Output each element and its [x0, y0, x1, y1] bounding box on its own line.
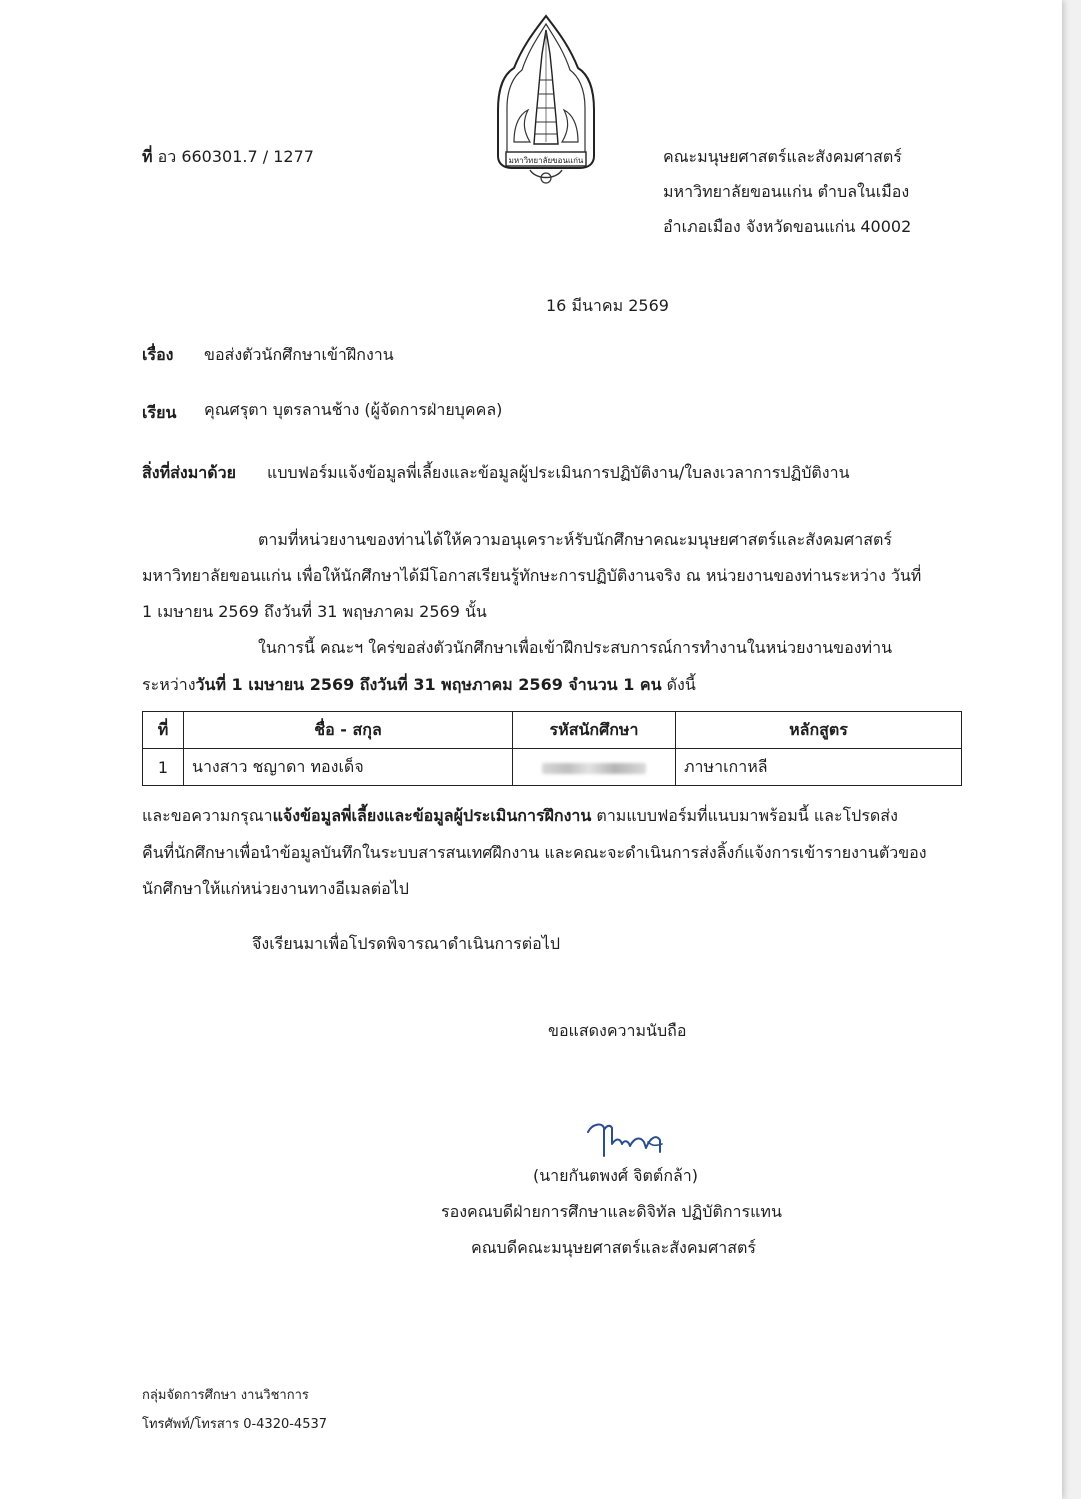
body-p2-line-1: ในการนี้ คณะฯ ใคร่ขอส่งตัวนักศึกษาเพื่อเข้าฝึกประสบการณ์การทำงานในหน่วยงานของท่าน	[258, 638, 892, 657]
redacted-id-blur	[542, 763, 646, 774]
col-header-student-id: รหัสนักศึกษา	[513, 712, 676, 749]
address-line-3: อำเภอเมือง จังหวัดขอนแก่น 40002	[663, 217, 912, 236]
cell-name: นางสาว ชญาดา ทองเด็จ	[184, 749, 513, 786]
body-p3-line-1: และขอความกรุณาแจ้งข้อมูลพี่เลี้ยงและข้อมูลผู้ประเมินการฝึกงาน ตามแบบฟอร์มที่แนบมาพร้อมนี้ และโปรดส่ง	[142, 806, 898, 825]
subject-label: เรื่อง	[142, 345, 174, 364]
cell-program: ภาษาเกาหลี	[676, 749, 962, 786]
enclosure-value: แบบฟอร์มแจ้งข้อมูลพี่เลี้ยงและข้อมูลผู้ประเมินการปฏิบัติงาน/ใบลงเวลาการปฏิบัติงาน	[267, 463, 850, 482]
letter-date: 16 มีนาคม 2569	[546, 296, 669, 315]
enclosure-label: สิ่งที่ส่งมาด้วย	[142, 463, 236, 482]
reference-value: อว 660301.7 / 1277	[157, 147, 314, 166]
footer-department: กลุ่มจัดการศึกษา งานวิชาการ	[142, 1388, 309, 1403]
subject-value: ขอส่งตัวนักศึกษาเข้าฝึกงาน	[204, 345, 394, 364]
address-line-1: คณะมนุษยศาสตร์และสังคมศาสตร์	[663, 147, 902, 166]
table-header-row	[143, 712, 962, 749]
body-p1-line-2: มหาวิทยาลัยขอนแก่น เพื่อให้นักศึกษาได้มีโอกาสเรียนรู้ทักษะการปฏิบัติงานจริง ณ หน่วยงานของท่านระหว่าง วันที่	[142, 566, 922, 585]
signer-name: (นายกันตพงศ์ จิตต์กล้า)	[533, 1166, 699, 1185]
to-label: เรียน	[142, 403, 177, 422]
signature-image	[582, 1118, 668, 1162]
col-header-no: ที่	[143, 712, 184, 749]
internship-period: วันที่ 1 เมษายน 2569 ถึงวันที่ 31 พฤษภาคม 2569 จำนวน 1 คน	[195, 675, 662, 694]
table-row	[143, 749, 962, 786]
cell-student-id-redacted	[513, 749, 676, 786]
footer-phone: โทรศัพท์/โทรสาร 0-4320-4537	[142, 1417, 328, 1432]
col-header-name: ชื่อ - สกุล	[184, 712, 513, 749]
reference-label: ที่	[142, 147, 153, 166]
col-header-program: หลักสูตร	[676, 712, 962, 749]
cell-no: 1	[143, 749, 184, 786]
body-p4: จึงเรียนมาเพื่อโปรดพิจารณาดำเนินการต่อไป	[252, 934, 560, 953]
to-value: คุณศรุตา บุตรลานช้าง (ผู้จัดการฝ่ายบุคคล)	[204, 400, 503, 419]
body-p3-line-2: คืนที่นักศึกษาเพื่อนำข้อมูลบันทึกในระบบสารสนเทศฝึกงาน และคณะจะดำเนินการส่งลิ้งก์แจ้งการเข้ารายงานตัวของ	[142, 843, 927, 862]
body-p1-line-1: ตามที่หน่วยงานของท่านได้ให้ความอนุเคราะห์รับนักศึกษาคณะมนุษยศาสตร์และสังคมศาสตร์	[258, 530, 892, 549]
signer-position-2: คณบดีคณะมนุษยศาสตร์และสังคมศาสตร์	[471, 1238, 756, 1257]
request-highlight: แจ้งข้อมูลพี่เลี้ยงและข้อมูลผู้ประเมินการฝึกงาน	[272, 806, 592, 825]
signer-position-1: รองคณบดีฝ่ายการศึกษาและดิจิทัล ปฏิบัติการแทน	[441, 1202, 782, 1221]
body-p3-line-3: นักศึกษาให้แก่หน่วยงานทางอีเมลต่อไป	[142, 879, 409, 898]
closing-regards: ขอแสดงความนับถือ	[548, 1021, 687, 1040]
address-line-2: มหาวิทยาลัยขอนแก่น ตำบลในเมือง	[663, 182, 910, 201]
logo-text: มหาวิทยาลัยขอนแก่น	[508, 156, 584, 165]
student-table	[142, 711, 962, 786]
reference-line	[142, 145, 314, 170]
body-p1-line-3: 1 เมษายน 2569 ถึงวันที่ 31 พฤษภาคม 2569 นั้น	[142, 602, 487, 621]
body-p2-line-2: ระหว่างวันที่ 1 เมษายน 2569 ถึงวันที่ 31 พฤษภาคม 2569 จำนวน 1 คน ดังนี้	[142, 675, 696, 694]
